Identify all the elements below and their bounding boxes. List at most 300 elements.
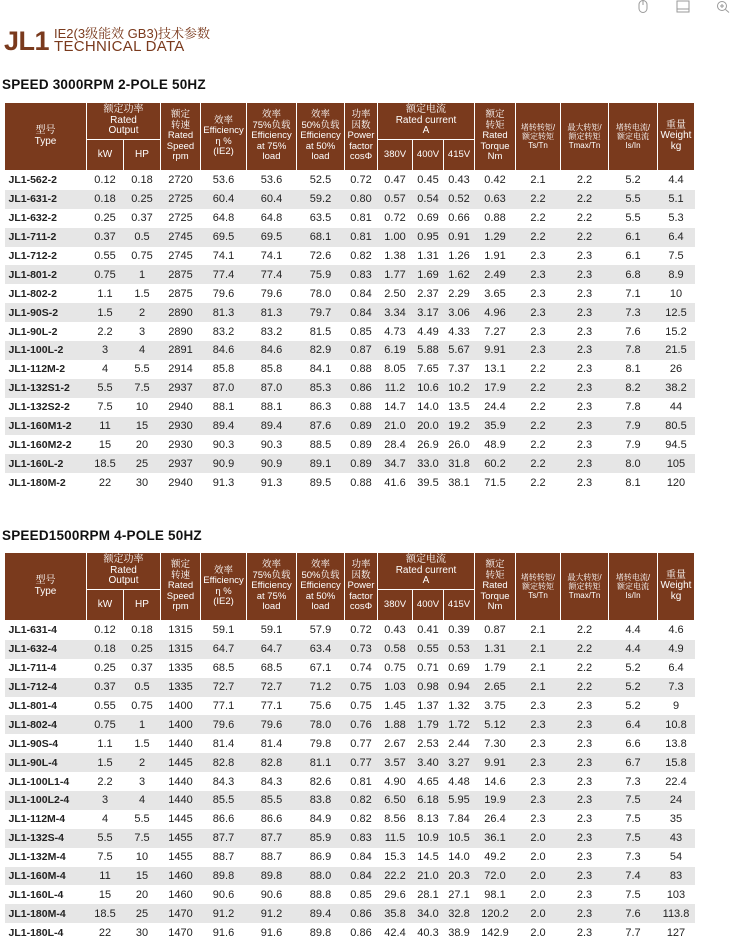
model-type-cell: JL1-632-2 [8,212,57,225]
table-cell: 60.4 [201,190,247,209]
model-type-cell: JL1-100L-2 [5,341,87,360]
table-row [5,341,695,360]
table-cell: 0.5 [124,678,161,697]
table-cell: 2.3 [530,813,546,826]
table-cell: 2891 [161,341,201,360]
table-cell: 0.81 [345,228,378,247]
table-cell: 90.6 [212,888,235,901]
table-cell: 0.12 [94,174,116,187]
table-cell: 2.3 [576,250,593,262]
table-cell: 90.9 [247,454,297,473]
col-power-factor: 功率 因数 Power factor cosΦ [345,103,378,171]
table-cell: 0.82 [350,250,372,262]
table-cell: 6.8 [609,265,658,284]
table-cell: 88.7 [260,851,283,864]
table-cell: 2.3 [561,265,609,284]
model-type-cell: JL1-712-4 [5,678,87,697]
table-cell: 0.98 [413,678,444,697]
mouse-icon[interactable] [636,0,650,12]
table-cell: 91.6 [212,926,235,939]
table-cell: 19.9 [475,791,516,810]
table-cell: 82.8 [201,753,247,772]
table-cell: 90.9 [201,454,247,473]
col-efficiency-50: 效率 50%负载 Efficiency at 50% load [297,553,345,621]
table-cell: 14.0 [448,851,470,864]
table-cell: 2.3 [561,303,609,322]
table-cell: 91.6 [260,926,283,939]
bookmark-icon[interactable] [676,0,690,12]
table-cell: 1470 [161,904,201,923]
table-cell: 0.41 [417,624,439,637]
table-cell: 0.25 [94,212,116,225]
table-cell: 28.4 [384,438,406,451]
table-cell: 3.40 [413,753,444,772]
table-cell: 2.2 [530,363,546,376]
table-cell: 2.3 [530,700,546,712]
table-cell: 71.2 [297,678,345,697]
table-cell: 78.0 [297,715,345,734]
table-cell: 0.57 [378,190,413,209]
table-row [5,753,695,772]
spec-table-2pole [4,102,695,492]
table-cell: 2.3 [530,775,546,788]
table-cell: 64.7 [201,640,247,659]
table-cell: 22.4 [665,775,687,788]
table-cell: 0.25 [94,662,116,675]
model-type-cell: JL1-711-4 [8,662,57,675]
col-rated-torque: 额定 转矩 Rated Torque Nm [475,553,516,621]
table-cell: 79.6 [201,715,247,734]
table-cell: 13.8 [665,737,687,750]
col-rated-torque: 额定 转矩 Rated Torque Nm [475,103,516,171]
table-cell: 2.3 [561,715,609,734]
table-cell: 1.32 [448,700,470,712]
table-cell: 53.6 [260,174,283,187]
table-cell: 13.5 [448,401,470,414]
table-cell: 82.6 [309,775,332,788]
table-cell: 26.4 [484,813,506,826]
table-cell: 24 [658,791,695,810]
table-cell: 6.1 [625,250,641,262]
table-cell: 39.5 [417,476,439,489]
table-cell: 38.1 [448,476,470,489]
table-cell: 24.4 [484,401,506,414]
table-cell: 2.3 [561,904,609,923]
table-cell: 17.9 [475,379,516,398]
table-cell: 79.8 [309,737,332,750]
table-cell: 2.29 [448,287,470,300]
table-row [5,228,695,247]
col-415v: 415V [444,140,475,171]
table-cell: 2.3 [561,753,609,772]
table-cell: 85.5 [201,791,247,810]
table-cell: 15 [98,888,112,901]
model-type-cell: JL1-631-4 [8,624,57,637]
table-cell: 91.3 [212,476,235,489]
table-cell: 0.75 [384,662,406,675]
table-cell: 120.2 [475,904,516,923]
table-cell: 85.8 [260,363,283,376]
model-type-cell: JL1-180M-4 [5,904,87,923]
table-cell: 1335 [161,678,201,697]
table-cell: 15 [98,438,112,451]
model-type-cell: JL1-132M-4 [8,851,66,864]
table-cell: 2.2 [516,417,561,436]
table-cell: 87.7 [247,829,297,848]
table-cell: 0.75 [350,700,372,712]
model-type-cell: JL1-180M-2 [8,476,66,489]
subtitle-en: TECHNICAL DATA [54,38,185,55]
model-type-cell: JL1-562-2 [8,174,57,187]
table-cell: 2930 [161,417,201,436]
table-cell: 18.5 [87,454,124,473]
table-cell: 2.1 [530,624,546,637]
table-cell: 7.65 [417,363,439,376]
table-cell: 8.2 [609,379,658,398]
table-cell: 0.84 [345,303,378,322]
model-type-cell: JL1-132S-4 [5,829,87,848]
table-cell: 1.38 [384,250,406,262]
table-cell: 43 [658,829,695,848]
table-cell: 2.2 [561,678,609,697]
table-cell: 103 [666,888,686,901]
table-cell: 1400 [161,715,201,734]
table-cell: 2.0 [516,829,561,848]
table-cell: 3 [87,791,124,810]
table-cell: 2937 [161,379,201,398]
table-row [5,697,695,716]
table-cell: 2.3 [561,791,609,810]
table-cell: 2.3 [561,829,609,848]
table-cell: 5.1 [658,190,695,209]
col-is-in: 堵转电流/ 额定电流 Is/In [609,103,658,171]
table-cell: 85.9 [297,829,345,848]
table-cell: 0.18 [87,190,124,209]
table-cell: 7.5 [625,813,641,826]
col-rated-speed: 额定 转速 Rated Speed rpm [161,103,201,171]
col-efficiency-75: 效率 75%负载 Efficiency at 75% load [247,103,297,171]
table-cell: 2.2 [516,190,561,209]
table-cell: 2.2 [530,212,546,225]
table-cell: 8.56 [384,813,406,826]
table-cell: 1335 [168,662,193,675]
table-cell: 83 [658,867,695,886]
model-type-cell: JL1-160M-4 [5,867,87,886]
table-cell: 63.5 [309,212,332,225]
table-cell: 2.3 [576,363,593,376]
table-cell: 7.3 [609,303,658,322]
table-cell: 81.1 [297,753,345,772]
table-row [5,904,695,923]
table-cell: 22.2 [378,867,413,886]
table-cell: 2.2 [576,174,593,187]
table-cell: 2.3 [516,341,561,360]
table-cell: 88.7 [212,851,235,864]
table-cell: 6.50 [378,791,413,810]
table-cell: 10 [135,851,149,864]
table-cell: 7.6 [625,325,641,338]
table-cell: 69.5 [201,228,247,247]
table-cell: 2.2 [530,476,546,489]
table-cell: 34.7 [378,454,413,473]
table-cell: 4 [101,813,109,826]
table-cell: 89.8 [309,926,332,939]
section-title-2pole: SPEED 3000RPM 2-POLE 50HZ [2,77,206,92]
table-cell: 91.3 [260,476,283,489]
table-cell: 78.0 [309,287,332,300]
table-cell: 15.3 [384,851,406,864]
table-cell: 8.05 [384,363,406,376]
col-380v: 380V [378,140,413,171]
table-cell: 0.18 [87,640,124,659]
col-efficiency-50: 效率 50%负载 Efficiency at 50% load [297,103,345,171]
table-cell: 2.3 [561,417,609,436]
table-cell: 84.6 [201,341,247,360]
table-cell: 53.6 [212,174,235,187]
table-cell: 1315 [161,640,201,659]
table-cell: 38.9 [448,926,470,939]
table-cell: 30 [135,476,149,489]
table-row [5,171,695,190]
table-cell: 15.2 [665,325,687,338]
table-cell: 2.1 [516,640,561,659]
table-cell: 0.86 [350,926,372,939]
col-weight: 重量 Weight kg [658,103,695,171]
table-cell: 90.6 [260,888,283,901]
table-cell: 0.18 [131,174,153,187]
col-400v: 400V [413,590,444,621]
table-cell: 11.5 [378,829,413,848]
table-cell: 0.72 [350,624,372,637]
table-cell: 7.5 [97,851,113,864]
zoom-icon[interactable] [716,0,730,12]
table-cell: 8.1 [625,476,641,489]
table-cell: 26 [669,363,683,376]
table-cell: 1.5 [134,737,150,750]
table-cell: 1 [124,715,161,734]
table-cell: 15.8 [658,753,695,772]
table-cell: 2725 [168,212,193,225]
table-row [5,417,695,436]
table-cell: 10 [669,287,683,300]
table-cell: 0.66 [448,212,470,225]
table-cell: 0.75 [131,700,153,712]
table-cell: 2.1 [530,174,546,187]
table-cell: 15 [124,867,161,886]
table-row [5,659,695,678]
col-kw: kW [87,140,124,171]
table-cell: 2745 [168,250,193,262]
table-cell: 48.9 [484,438,506,451]
table-cell: 4 [124,791,161,810]
model-type-cell: JL1-90S-4 [8,737,59,750]
model-type-cell: JL1-160M1-2 [5,417,87,436]
table-cell: 5.95 [444,791,475,810]
table-cell: 44 [669,401,683,414]
table-cell: 7.3 [625,851,641,864]
table-cell: 1.45 [384,700,406,712]
table-cell: 0.88 [350,363,372,376]
table-cell: 2.3 [530,737,546,750]
table-cell: 28.1 [417,888,439,901]
table-cell: 77.1 [212,700,235,712]
table-cell: 2.3 [576,476,593,489]
table-cell: 2 [124,303,161,322]
table-cell: 69.5 [247,228,297,247]
table-cell: 6.6 [625,737,641,750]
table-cell: 87.0 [247,379,297,398]
col-rated-current: 额定电流 Rated current A [378,103,475,140]
table-cell: 0.39 [448,624,470,637]
table-cell: 4.65 [417,775,439,788]
table-row [5,284,695,303]
table-cell: 0.25 [124,640,161,659]
table-cell: 36.1 [475,829,516,848]
table-cell: 88.1 [212,401,235,414]
table-cell: 0.37 [131,662,153,675]
table-cell: 57.9 [309,624,332,637]
table-cell: 86.9 [309,851,332,864]
table-cell: 7.5 [124,829,161,848]
table-cell: 4.4 [625,624,641,637]
table-cell: 7.1 [625,287,641,300]
table-cell: 27.1 [448,888,470,901]
table-cell: 0.89 [350,438,372,451]
model-type-cell: JL1-802-4 [5,715,87,734]
table-row [5,772,695,791]
table-cell: 87.7 [201,829,247,848]
table-cell: 1.00 [378,228,413,247]
table-cell: 7.3 [658,678,695,697]
col-hp: HP [124,590,161,621]
table-cell: 0.69 [448,662,470,675]
table-cell: 2930 [168,438,193,451]
table-cell: 60.4 [247,190,297,209]
table-cell: 6.1 [609,228,658,247]
table-cell: 74.1 [260,250,283,262]
table-row [5,303,695,322]
model-type-cell: JL1-160M2-2 [8,438,72,451]
table-cell: 5.5 [609,190,658,209]
table-cell: 0.37 [87,678,124,697]
table-cell: 11 [87,867,124,886]
table-cell: 3.57 [378,753,413,772]
table-cell: 52.5 [309,174,332,187]
table-cell: 1470 [168,926,193,939]
table-cell: 2.44 [448,737,470,750]
table-cell: 1.1 [97,287,113,300]
table-cell: 88.0 [297,867,345,886]
table-cell: 2.65 [475,678,516,697]
table-cell: 20.0 [413,417,444,436]
table-cell: 81.3 [201,303,247,322]
table-cell: 22 [98,476,112,489]
table-cell: 6.18 [413,791,444,810]
table-cell: 0.77 [345,753,378,772]
table-cell: 80.5 [658,417,695,436]
model-type-cell: JL1-712-2 [8,250,57,262]
table-cell: 2.3 [576,813,593,826]
table-cell: 2.1 [530,662,546,675]
table-cell: 0.55 [413,640,444,659]
table-cell: 2.2 [516,379,561,398]
table-cell: 88.1 [260,401,283,414]
table-cell: 7.6 [609,904,658,923]
table-row [5,209,695,228]
col-415v: 415V [444,590,475,621]
table-cell: 7.5 [668,250,684,262]
table-cell: 4.96 [475,303,516,322]
table-cell: 42.4 [384,926,406,939]
table-cell: 81.5 [309,325,332,338]
table-cell: 10.8 [658,715,695,734]
table-cell: 2.3 [576,401,593,414]
col-rated-current: 额定电流 Rated current A [378,553,475,590]
table-cell: 3 [138,325,146,338]
model-type-cell: JL1-631-2 [5,190,87,209]
table-cell: 2.2 [561,228,609,247]
table-cell: 86.6 [212,813,235,826]
table-cell: 8.13 [417,813,439,826]
table-cell: 1.91 [484,250,506,262]
table-cell: 10.6 [413,379,444,398]
table-cell: 20.3 [444,867,475,886]
table-cell: 0.85 [350,325,372,338]
col-rated-output: 额定功率 Rated Output [87,553,161,590]
table-cell: 4.6 [668,624,684,637]
table-cell: 7.37 [448,363,470,376]
table-cell: 7.7 [625,926,641,939]
table-cell: 41.6 [384,476,406,489]
table-cell: 79.7 [297,303,345,322]
table-cell: 1445 [168,813,193,826]
table-cell: 68.1 [297,228,345,247]
table-cell: 26.0 [448,438,470,451]
table-cell: 72.7 [247,678,297,697]
col-tmax-tn: 最大转矩/ 额定转矩 Tmax/Tn [561,553,609,621]
table-cell: 2.1 [516,678,561,697]
table-cell: 64.8 [212,212,235,225]
table-cell: 84.1 [309,363,332,376]
table-cell: 71.5 [484,476,506,489]
table-cell: 64.7 [247,640,297,659]
table-row [5,322,695,341]
table-cell: 2.2 [97,325,113,338]
table-cell: 5.3 [668,212,684,225]
model-title: JL1 [4,26,50,56]
table-cell: 1.1 [97,737,113,750]
table-cell: 0.37 [87,228,124,247]
table-cell: 6.19 [378,341,413,360]
table-cell: 2.3 [516,265,561,284]
table-cell: 34.0 [413,904,444,923]
model-type-cell: JL1-100L1-4 [8,775,70,788]
table-cell: 2.2 [576,624,593,637]
table-cell: 2.2 [530,401,546,414]
table-cell: 25 [124,904,161,923]
table-cell: 0.85 [350,888,372,901]
col-efficiency: 效率 Efficiency η % (IE2) [201,103,247,171]
table-cell: 2.49 [475,265,516,284]
table-cell: 89.4 [247,417,297,436]
table-cell: 94.5 [665,438,687,451]
table-cell: 2.37 [417,287,439,300]
table-cell: 3.75 [484,700,506,712]
table-cell: 0.58 [378,640,413,659]
model-type-cell: JL1-160L-2 [5,454,87,473]
table-cell: 7.3 [625,775,641,788]
table-cell: 0.87 [484,624,506,637]
